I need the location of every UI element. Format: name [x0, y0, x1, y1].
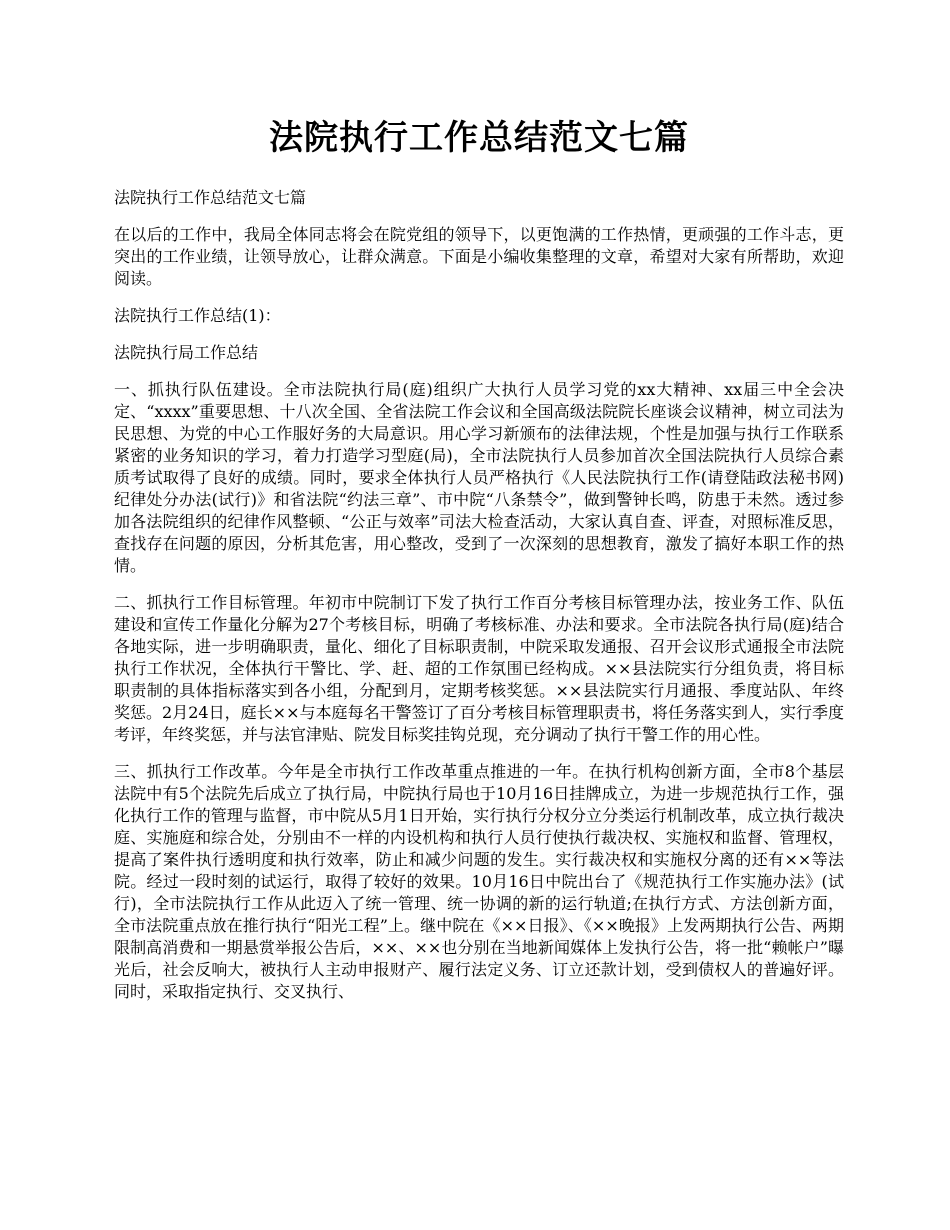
document-page [114, 108, 844, 1018]
section-heading: 法院执行工作总结(1)： [114, 306, 281, 325]
paragraph-target-management: 二、抓执行工作目标管理。年初市中院制订下发了执行工作百分考核目标管理办法，按业务工作、队伍建设和宣传工作量化分解为27个考核目标，明确了考核标准、办法和要求。全市法院各执行局(庭)结合各地实际，进一步明确职责，量化、细化了目标职责制，中院采取发通报、召开会议形式通报全市法院执行工作状况，全体执行干警比、学、赶、超的工作氛围已经构成。××县法院实行分组负责，将目标职责制的具体指标落实到各小组，分配到月，定期考核奖惩。××县法院实行月通报、季度站队、年终奖惩。2月24日，庭长××与本庭每名干警签订了百分考核目标管理职责书，将任务落实到人，实行季度考评，年终奖惩，并与法官津贴、院发目标奖挂钩兑现，充分调动了执行干警工作的用心性。 [114, 593, 844, 744]
paragraph-reform: 三、抓执行工作改革。今年是全市执行工作改革重点推进的一年。在执行机构创新方面，全市8个基层法院中有5个法院先后成立了执行局，中院执行局也于10月16日挂牌成立，为进一步规范执行工作，强化执行工作的管理与监督，市中院从5月1日开始，实行执行分权分立分类运行机制改革，成立执行裁决庭、实施庭和综合处，分别由不一样的内设机构和执行人员行使执行裁决权、实施权和监督、管理权，提高了案件执行透明度和执行效率，防止和减少问题的发生。实行裁决权和实施权分离的还有××等法院。经过一段时刻的试运行，取得了较好的效果。10月16日中院出台了《规范执行工作实施办法》(试行)，全市法院执行工作从此迈入了统一管理、统一协调的新的运行轨道;在执行方式、方法创新方面，全市法院重点放在推行执行“阳光工程”上。继中院在《××日报》、《××晚报》上发两期执行公告、两期限制高消费和一期悬赏举报公告后，××、××也分别在当地新闻媒体上发执行公告，将一批“赖帐户”曝光后，社会反响大，被执行人主动申报财产、履行法定义务、订立还款计划，受到债权人的普遍好评。同时，采取指定执行、交叉执行、 [114, 762, 844, 1001]
section-subheading: 法院执行局工作总结 [114, 343, 259, 362]
document-subtitle: 法院执行工作总结范文七篇 [114, 188, 307, 207]
intro-paragraph: 在以后的工作中，我局全体同志将会在院党组的领导下，以更饱满的工作热情，更顽强的工作斗志，更突出的工作业绩，让领导放心，让群众满意。下面是小编收集整理的文章，希望对大家有所帮助，欢迎阅读。 [114, 225, 844, 288]
document-title: 法院执行工作总结范文七篇 [269, 118, 689, 158]
paragraph-team-building: 一、抓执行队伍建设。全市法院执行局(庭)组织广大执行人员学习党的xx大精神、xx届三中全会决定、“xxxx”重要思想、十八次全国、全省法院工作会议和全国高级法院院长座谈会议精神，树立司法为民思想、为党的中心工作服好务的大局意识。用心学习新颁布的法律法规，个性是加强与执行工作联系紧密的业务知识的学习，着力打造学习型庭(局)，全市法院执行人员参加首次全国法院执行人员综合素质考试取得了良好的成绩。同时，要求全体执行人员严格执行《人民法院执行工作(请登陆政法秘书网)纪律处分办法(试行)》和省法院“约法三章”、市中院“八条禁令”，做到警钟长鸣，防患于未然。透过参加各法院组织的纪律作风整顿、“公正与效率”司法大检查活动，大家认真自查、评查，对照标准反思，查找存在问题的原因，分析其危害，用心整改，受到了一次深刻的思想教育，激发了搞好本职工作的热情。 [114, 380, 844, 575]
